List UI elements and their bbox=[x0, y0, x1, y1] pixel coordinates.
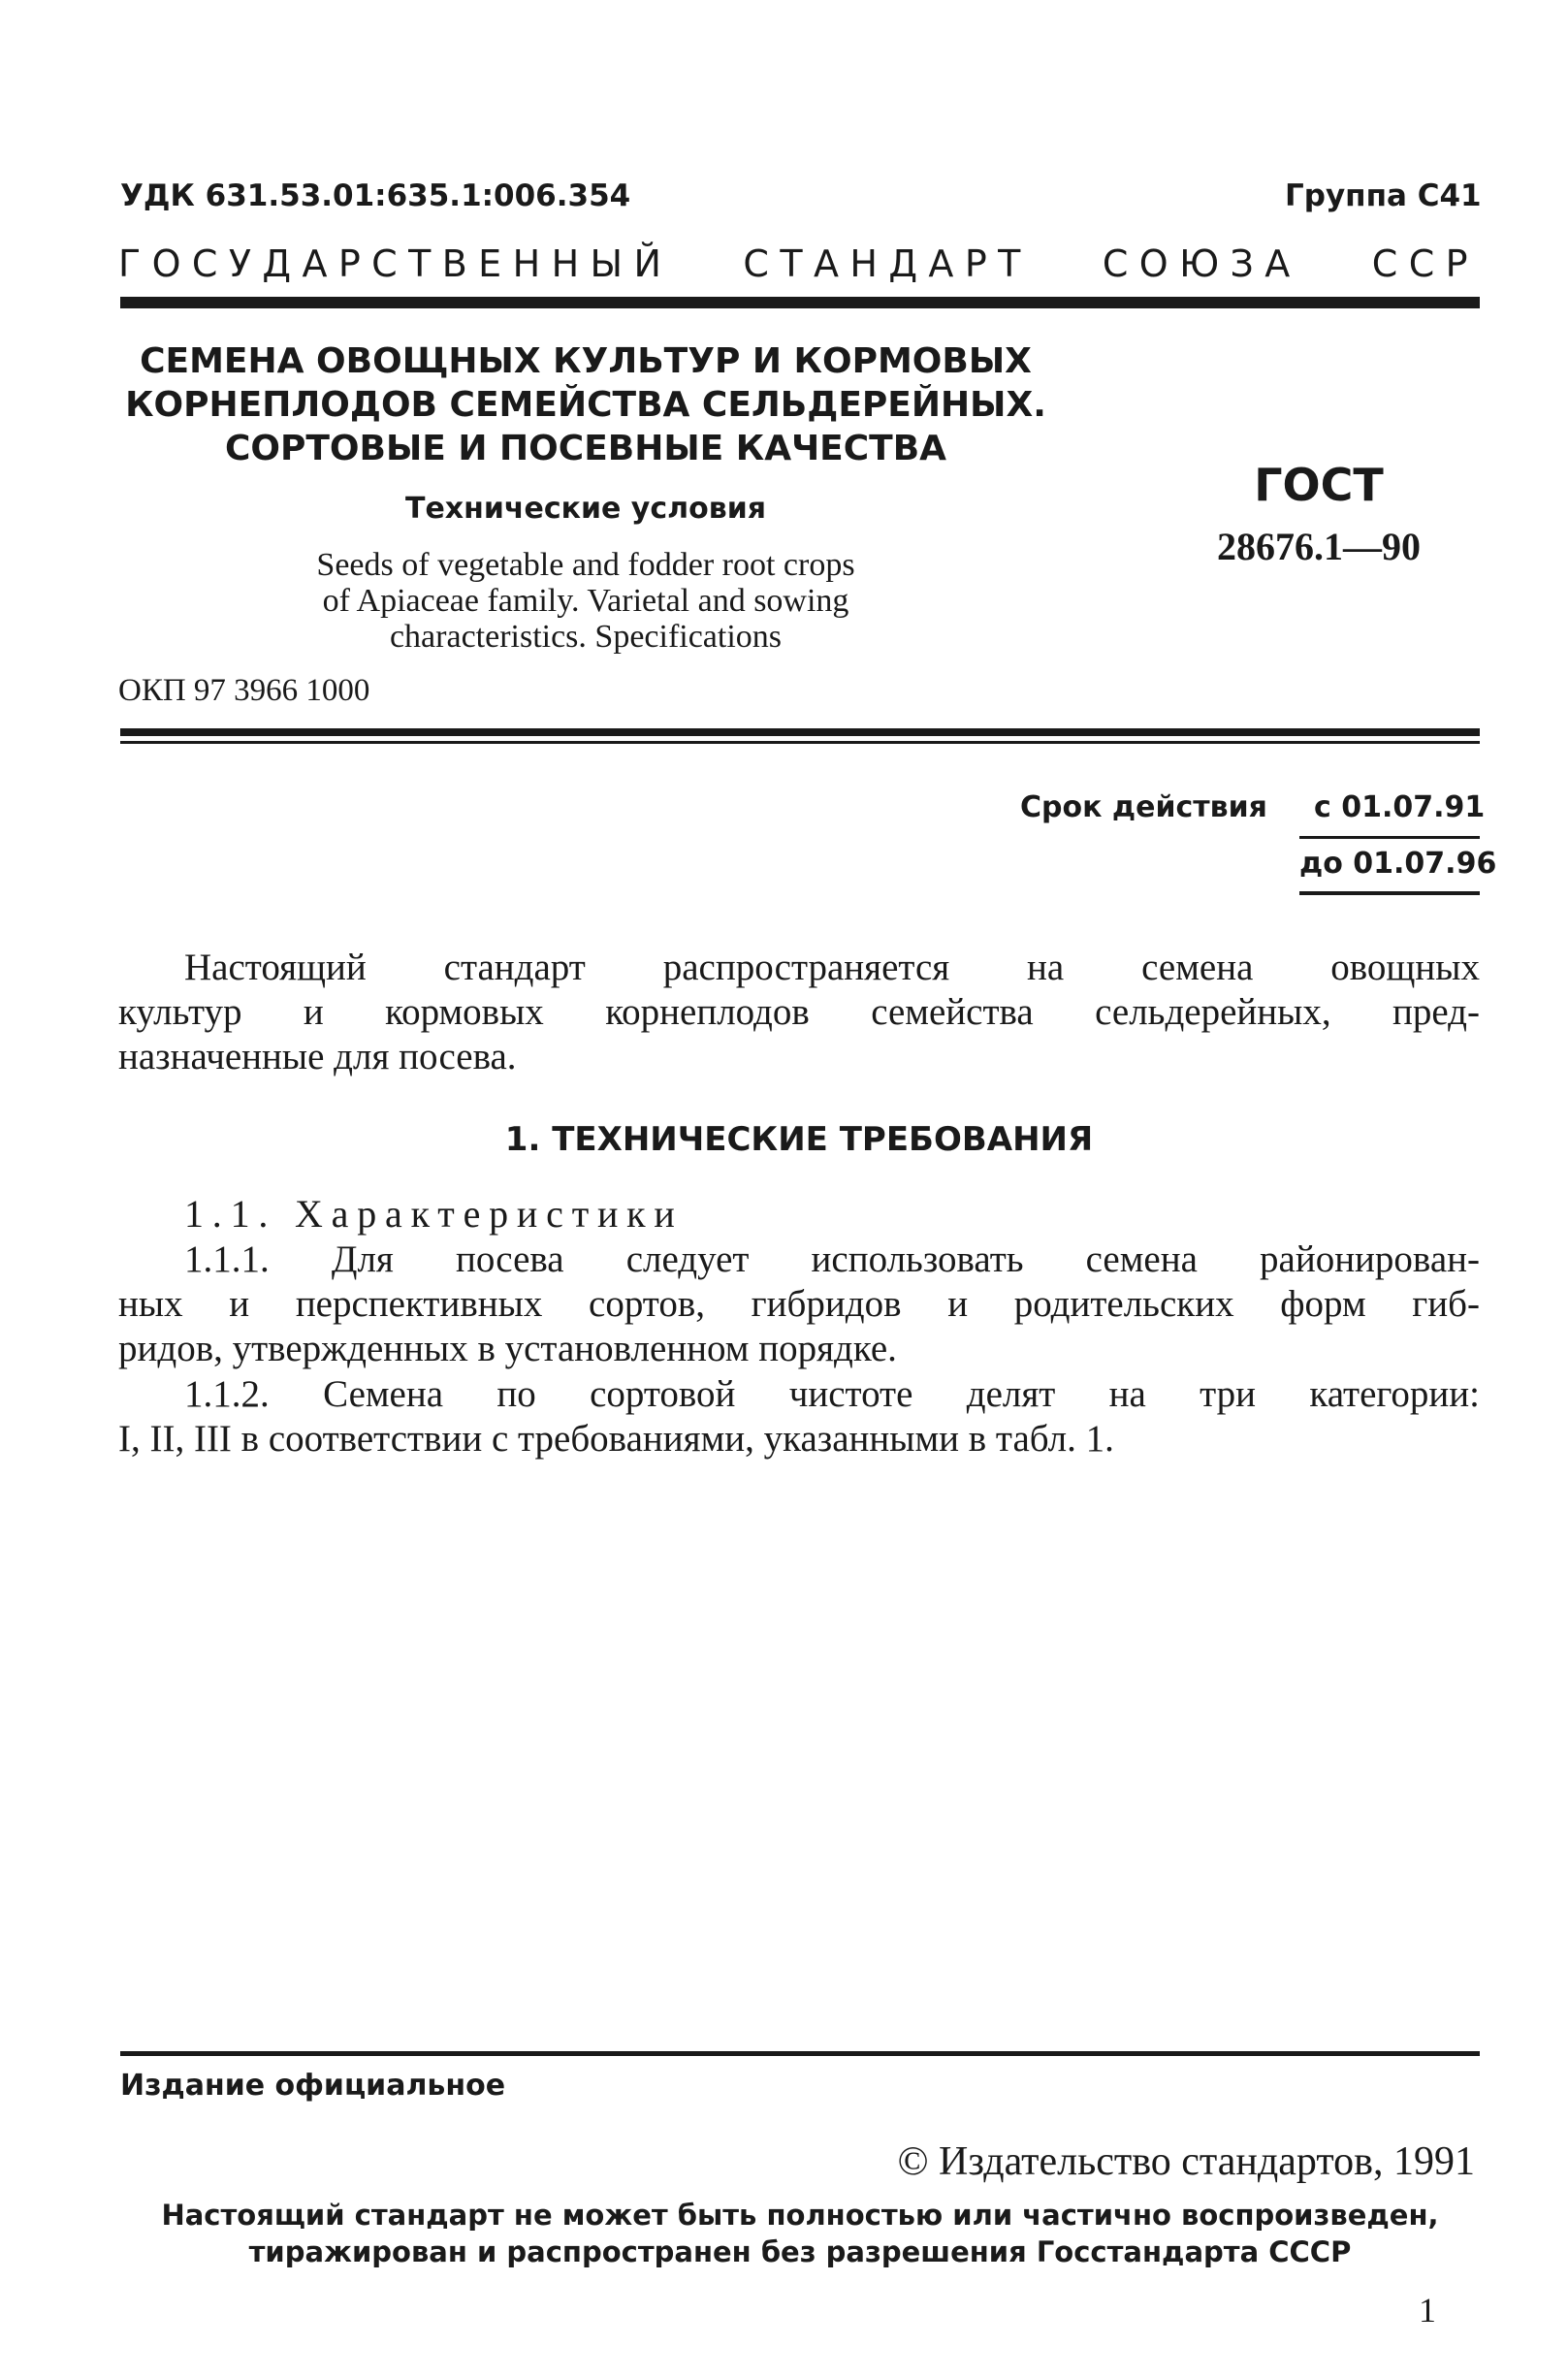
udc-code: УДК 631.53.01:635.1:006.354 bbox=[120, 178, 631, 213]
paragraph-1-1-2 bbox=[118, 1372, 1480, 1462]
paragraph-line: ных и перспективных сортов, гибридов и родительских форм гиб- bbox=[118, 1283, 1480, 1325]
subsection-text: 1.1. Характеристики bbox=[184, 1192, 684, 1236]
banner-rule bbox=[120, 297, 1480, 308]
group-code: Группа С41 bbox=[1285, 178, 1482, 213]
validity-from: с 01.07.91 bbox=[1314, 790, 1486, 824]
gost-label: ГОСТ bbox=[1254, 459, 1384, 511]
notice-line: тиражирован и распространен без разрешения Госстандарта СССР bbox=[248, 2235, 1352, 2268]
copyright: © Издательство стандартов, 1991 bbox=[897, 2139, 1475, 2184]
paragraph-line: ридов, утвержденных в установленном порядке. bbox=[118, 1328, 897, 1369]
title-subtitle: Технические условия bbox=[405, 492, 766, 526]
subsection-heading bbox=[184, 1191, 684, 1237]
english-title bbox=[120, 547, 1051, 655]
page-number: 1 bbox=[1419, 2291, 1436, 2330]
title-line: СОРТОВЫЕ И ПОСЕВНЫЕ КАЧЕСТВА bbox=[224, 429, 947, 468]
validity-underline bbox=[1299, 891, 1480, 895]
validity-separator bbox=[1299, 836, 1480, 839]
title-rule-thin bbox=[120, 741, 1480, 744]
english-title-line: of Apiaceae family. Varietal and sowing bbox=[322, 583, 849, 619]
footer-rule bbox=[120, 2051, 1480, 2056]
paragraph-line: 1.1.2. Семена по сортовой чистоте делят на три категории: bbox=[184, 1373, 1480, 1415]
gost-number: 28676.1—90 bbox=[1217, 525, 1421, 568]
title-block bbox=[120, 339, 1051, 470]
title-line: СЕМЕНА ОВОЩНЫХ КУЛЬТУР И КОРМОВЫХ bbox=[140, 341, 1032, 381]
validity-to: до 01.07.96 bbox=[1299, 847, 1497, 881]
paragraph-line: 1.1.1. Для посева следует использовать семена районирован- bbox=[184, 1238, 1480, 1280]
intro-line: культур и кормовых корнеплодов семейства сельдерейных, пред- bbox=[118, 991, 1480, 1033]
notice-line: Настоящий стандарт не может быть полностью или частично воспроизведен, bbox=[161, 2199, 1439, 2232]
title-rule-thick bbox=[120, 728, 1480, 736]
intro-paragraph bbox=[118, 946, 1480, 1079]
intro-line: Настоящий стандарт распространяется на семена овощных bbox=[184, 947, 1480, 988]
paragraph-1-1-1 bbox=[118, 1237, 1480, 1371]
section-heading: 1. ТЕХНИЧЕСКИЕ ТРЕБОВАНИЯ bbox=[504, 1120, 1094, 1159]
reproduction-notice bbox=[120, 2197, 1480, 2270]
state-standard-banner bbox=[118, 242, 1479, 285]
english-title-line: characteristics. Specifications bbox=[389, 619, 783, 655]
banner-text: ГОСУДАРСТВЕННЫЙ СТАНДАРТ СОЮЗА ССР bbox=[118, 242, 1479, 285]
paragraph-line: I, II, III в соответствии с требованиями, указанными в табл. 1. bbox=[118, 1418, 1114, 1460]
english-title-line: Seeds of vegetable and fodder root crops bbox=[316, 547, 855, 583]
validity-label: Срок действия bbox=[1020, 790, 1267, 824]
title-line: КОРНЕПЛОДОВ СЕМЕЙСТВА СЕЛЬДЕРЕЙНЫХ. bbox=[125, 385, 1046, 425]
official-edition: Издание официальное bbox=[120, 2069, 506, 2103]
okp-code: ОКП 97 3966 1000 bbox=[118, 673, 370, 708]
intro-line: назначенные для посева. bbox=[118, 1036, 517, 1077]
